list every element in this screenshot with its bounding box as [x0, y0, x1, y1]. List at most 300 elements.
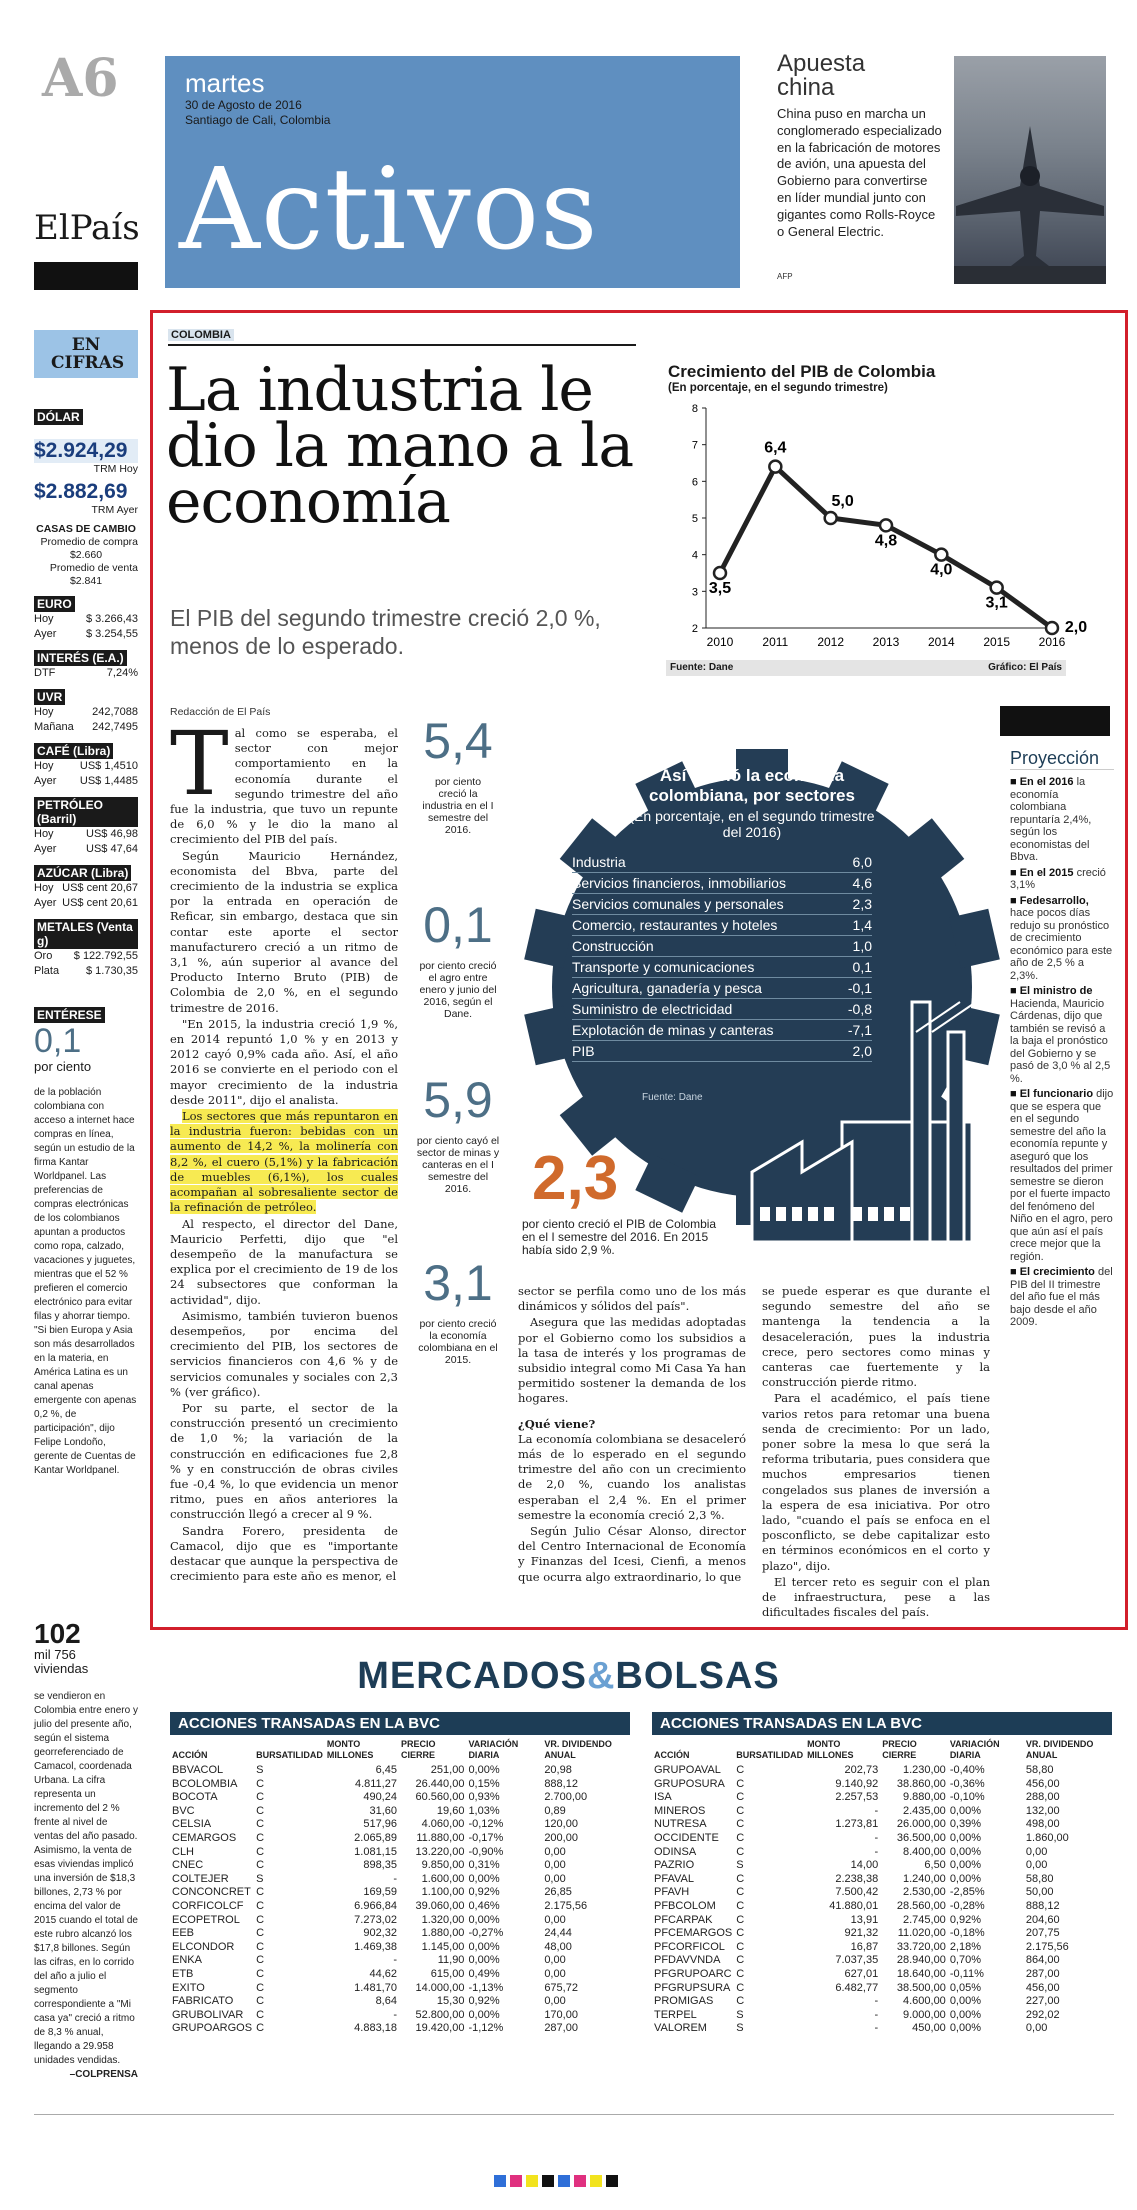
table-cell: 7.500,42 — [835, 1886, 879, 1899]
table-cell: 0,00% — [468, 1913, 500, 1926]
stat-value: 3,1 — [423, 1255, 493, 1311]
color-registration-marks — [494, 2175, 618, 2187]
table-cell: -0,40% — [949, 1764, 985, 1776]
left-column — [34, 406, 138, 1478]
table-cell: C — [256, 1954, 265, 1967]
article-paragraph: Sandra Forero, presidenta de Camacol, dijo que es "importante destacar que aunque la perspectiva de crecimiento para este año es menor, el — [170, 1523, 398, 1584]
table-row — [652, 1982, 1112, 1996]
azucar-label: AZÚCAR (Libra) — [34, 865, 131, 881]
petroleo-row: Hoy US$ 46,98 — [34, 828, 138, 840]
highlighted-paragraph — [170, 1109, 398, 1215]
table-cell: VALOREM — [654, 2022, 707, 2035]
data-label: 3,1 — [985, 594, 1008, 612]
projection-lead: ■ El ministro de — [1010, 985, 1093, 997]
article-paragraph: al como se esperaba, el sector con mejor comportamiento en la economía durante el segundo trimestre del año fue la industria, que tuvo un repunte de 6,0 % y le dio la mano al crecimiento del PIB del país. — [170, 726, 398, 847]
table-cell: CELSIA — [172, 1818, 212, 1831]
stat-desc: por ciento creció el agro entre enero y junio del 2016, según el Dane. — [419, 960, 497, 1020]
table-cell: - — [393, 1872, 397, 1885]
table-cell: S — [256, 1764, 264, 1776]
article-paragraph: Asimismo, también tuvieron buenos desempeños, por encima del crecimiento del PIB, los sectores de servicios financieros con 4,6 % y de servicios comunales y sociales con 2,3 % (ver gráfico). — [170, 1308, 398, 1399]
table-cell: 31,60 — [369, 1804, 397, 1817]
table-cell: 2,18% — [949, 1940, 982, 1953]
table-cell: 0,92% — [949, 1913, 982, 1926]
table-cell: C — [256, 1981, 265, 1994]
trm-hoy-label: TRM Hoy — [93, 463, 138, 475]
x-tick-label: 2012 — [817, 635, 845, 649]
table-row — [170, 1900, 630, 1914]
table-row — [652, 1791, 1112, 1805]
markets-table-title: ACCIONES TRANSADAS EN LA BVC — [652, 1712, 1112, 1735]
article-paragraph: El tercer reto es seguir con el plan de infraestructura, pese a las dificultades fiscales del país. — [762, 1574, 990, 1620]
markets-title — [0, 1655, 1137, 1698]
chart-subtitle: (En porcentaje, en el segundo trimestre) — [668, 382, 888, 394]
table-header-row — [170, 1739, 630, 1764]
sector-name: Servicios comunales y personales — [572, 896, 784, 912]
airplane-icon — [954, 56, 1106, 284]
column-header: PRECIO CIERRE — [882, 1739, 917, 1760]
article-paragraph: Por su parte, el sector de la construcción presentó un crecimiento de 1,0 %; la variación de la construcción en edificaciones fue 2,8 % y en construcción de obras civiles fue -0,4 %, lo que evidencia un menor ritmo, pues en años anteriores la construcción llegó a crecer al 9 %. — [170, 1400, 398, 1522]
table-cell: 227,00 — [1025, 1995, 1060, 2008]
table-cell: C — [736, 1913, 745, 1926]
table-cell: C — [736, 1818, 745, 1831]
column-header: MONTO MILLONES — [326, 1739, 374, 1760]
table-row — [652, 1846, 1112, 1860]
table-cell: 251,00 — [430, 1764, 465, 1776]
data-label: 4,0 — [930, 561, 953, 579]
projection-text: dijo que se espera que en el segundo semestre del año la economía repunte y aseguró que los resultados del primer semestre se dieron por el fuerte impacto del fenómeno del Niño en el agro, pero que aún así el país crece mejor que la región. — [1010, 1088, 1114, 1263]
data-point — [991, 582, 1003, 594]
table-cell: 11.020,00 — [897, 1927, 946, 1940]
table-cell: 0,00% — [949, 1831, 982, 1844]
table-cell: 2.435,00 — [902, 1804, 946, 1817]
sector-value: 0,1 — [852, 959, 872, 975]
table-cell: -0,12% — [468, 1818, 504, 1831]
markets-table-right — [652, 1712, 1112, 2036]
pib-chart — [666, 358, 1088, 684]
table-cell: -0,10% — [949, 1791, 985, 1804]
column-header: VR. DIVIDENDO ANUAL — [544, 1739, 612, 1760]
table-cell: C — [736, 1954, 745, 1967]
uvr-label: UVR — [34, 689, 65, 705]
table-cell: 0,00 — [1025, 2022, 1048, 2035]
dropcap: T — [170, 712, 229, 815]
table-cell: 36.500,00 — [896, 1831, 946, 1844]
stat-desc: por ciento cayó el sector de minas y canteras en el I semestre del 2016. — [416, 1135, 500, 1195]
table-cell: C — [736, 1764, 745, 1776]
table-cell: 1.481,70 — [354, 1981, 397, 1994]
table-cell: 60.560,00 — [415, 1791, 465, 1804]
data-point — [825, 512, 837, 524]
x-tick-label: 2013 — [872, 635, 900, 649]
sector-name: Construcción — [572, 938, 654, 954]
table-cell: 0,00% — [949, 1872, 982, 1885]
table-cell: CORFICOLCF — [172, 1899, 244, 1912]
data-label: 3,5 — [708, 580, 732, 597]
table-row — [170, 1859, 630, 1873]
teaser-title: Apuesta china — [777, 50, 866, 101]
table-cell: 2.065,89 — [354, 1831, 397, 1844]
table-cell: 6.966,84 — [354, 1899, 397, 1912]
table-cell: C — [736, 1967, 745, 1980]
table-cell: C — [736, 1791, 745, 1804]
table-cell: 39.060,00 — [415, 1899, 465, 1912]
azucar-row: Ayer US$ cent 20,61 — [34, 897, 138, 909]
table-cell: 9.000,00 — [902, 2008, 946, 2021]
table-cell: 28.940,00 — [896, 1954, 946, 1967]
table-cell: 2.745,00 — [902, 1913, 946, 1926]
projection-item — [1010, 985, 1114, 1085]
metales-row: Plata $ 1.730,35 — [34, 965, 138, 977]
column-header: BURSATILIDAD — [256, 1750, 323, 1760]
table-cell: - — [874, 1831, 879, 1844]
article-kicker: COLOMBIA — [168, 329, 234, 341]
table-row — [170, 1927, 630, 1941]
table-cell: NUTRESA — [654, 1818, 707, 1831]
table-cell: 11.880,00 — [416, 1831, 465, 1844]
markets-table-left — [170, 1712, 630, 2036]
table-cell: 1.469,38 — [354, 1940, 397, 1953]
stat-desc: por ciento creció la economía colombiana en el 2015. — [418, 1318, 498, 1366]
table-cell: 0,00% — [468, 1764, 500, 1776]
table-cell: 19,60 — [436, 1804, 465, 1817]
article-paragraph: Asegura que las medidas adoptadas por el Gobierno como los subsidios a la tasa de interés y los programas de subsidio integral como Mi Casa Ya han permitido sostener la demanda de los hogares. — [518, 1315, 746, 1406]
table-cell: EXITO — [172, 1981, 205, 1994]
stocks-table — [170, 1739, 630, 2036]
masthead-place: Santiago de Cali, Colombia — [185, 113, 331, 127]
masthead-date: 30 de Agosto de 2016 — [185, 98, 302, 112]
markets-title-b: BOLSAS — [615, 1655, 780, 1697]
y-tick-label: 4 — [691, 549, 698, 562]
viviendas-unit: mil 756 viviendas — [34, 1647, 89, 1676]
gear-table-subtitle: (En porcentaje, en el segundo trimestre del 2016) — [629, 808, 875, 840]
table-cell: 169,59 — [363, 1886, 397, 1899]
gear-table-title: Así creció la economía colombiana, por sectores — [649, 766, 855, 805]
table-cell: C — [256, 1777, 265, 1790]
table-cell: 0,92% — [468, 1995, 500, 2008]
table-cell: 627,01 — [844, 1967, 879, 1980]
table-cell: GRUPOARGOS — [172, 2022, 253, 2035]
table-cell: - — [874, 2008, 879, 2021]
swatch — [606, 2175, 618, 2187]
table-cell: -0,11% — [949, 1967, 984, 1980]
table-cell: 58,80 — [1025, 1872, 1054, 1885]
table-cell: C — [736, 1886, 745, 1899]
x-tick-label: 2016 — [1038, 635, 1066, 649]
photo-credit: AFP — [777, 272, 793, 281]
table-cell: BVC — [172, 1804, 195, 1817]
table-cell: 1.880,00 — [421, 1927, 465, 1940]
euro-row: Ayer $ 3.254,55 — [34, 628, 138, 640]
table-cell: 11,90 — [437, 1954, 465, 1967]
table-row — [170, 1982, 630, 1996]
table-cell: C — [256, 1899, 265, 1912]
viviendas-source: –COLPRENSA — [69, 2069, 138, 2080]
table-cell: 13,91 — [850, 1913, 879, 1926]
table-row — [170, 1873, 630, 1887]
table-row — [170, 1914, 630, 1928]
table-cell: 921,32 — [844, 1927, 879, 1940]
table-cell: 38.500,00 — [896, 1981, 946, 1994]
table-cell: C — [256, 1818, 265, 1831]
trm-ayer-label: TRM Ayer — [91, 504, 138, 516]
table-cell: 675,72 — [544, 1981, 578, 1994]
projection-text: creció 3,1% — [1010, 866, 1106, 891]
article-paragraph: "En 2015, la industria creció 1,9 %, en 2014 repuntó 1,0 % y en 2013 y 2012 cayó 0,9% cada año. Así, el año 2016 se convierte en el periodo con el mayor crecimiento de la industria desde 2011", dijo el analista. — [170, 1016, 398, 1107]
table-cell: 58,80 — [1025, 1764, 1054, 1776]
projection-title: Proyección — [1010, 748, 1114, 770]
table-cell: 33.720,00 — [896, 1940, 946, 1953]
swatch — [510, 2175, 522, 2187]
sector-value: 4,6 — [852, 875, 872, 891]
table-cell: -0,36% — [949, 1777, 985, 1790]
swatch — [574, 2175, 586, 2187]
big-stat-desc: por ciento creció el PIB de Colombia en el I semestre del 2016. En 2015 había sido 2,9 %. — [522, 1217, 717, 1257]
projection-lead: ■ El crecimiento — [1010, 1266, 1098, 1278]
table-cell: C — [256, 1995, 265, 2008]
uvr-row: Mañana 242,7495 — [34, 721, 138, 733]
sector-value: -7,1 — [847, 1022, 872, 1038]
uvr-row: Hoy 242,7088 — [34, 706, 138, 718]
projection-bar — [1000, 706, 1110, 736]
sector-row — [572, 873, 872, 894]
table-cell: 287,00 — [1025, 1967, 1060, 1980]
sector-row — [572, 1020, 872, 1041]
table-row — [652, 1927, 1112, 1941]
sector-value: 1,0 — [852, 938, 872, 954]
table-cell: 0,00% — [949, 2008, 982, 2021]
table-cell: 9.880,00 — [902, 1791, 946, 1804]
table-cell: GRUPOAVAL — [654, 1764, 721, 1776]
table-row — [652, 2022, 1112, 2036]
table-cell: C — [736, 1899, 745, 1912]
sector-row — [572, 999, 872, 1020]
x-tick-label: 2014 — [927, 635, 955, 649]
table-cell: CLH — [172, 1845, 195, 1858]
article-col3 — [762, 1284, 990, 1621]
table-cell: PFBCOLOM — [654, 1899, 716, 1912]
table-cell: 898,35 — [363, 1859, 397, 1872]
table-cell: ECOPETROL — [172, 1913, 240, 1926]
sector-name: Servicios financieros, inmobiliarios — [572, 875, 786, 891]
table-cell: 498,00 — [1025, 1818, 1060, 1831]
en-cifras-box — [34, 330, 138, 378]
table-cell: 0,00 — [544, 1913, 566, 1926]
table-cell: 19.420,00 — [415, 2022, 465, 2035]
table-cell: PFCARPAK — [654, 1913, 713, 1926]
venta-label: Promedio de venta — [49, 562, 138, 574]
table-cell: 16,87 — [850, 1940, 879, 1953]
table-row — [652, 1995, 1112, 2009]
stat-block — [408, 1255, 508, 1366]
table-cell: -0,90% — [468, 1845, 504, 1858]
column-header: PRECIO CIERRE — [400, 1739, 436, 1760]
table-cell: 0,70% — [949, 1954, 982, 1967]
table-cell: 132,00 — [1025, 1804, 1060, 1817]
table-cell: 0,00% — [468, 1954, 500, 1967]
table-cell: - — [393, 2008, 397, 2021]
highlight-text: Los sectores que más repuntaron en la industria fueron: bebidas con un aumento de 14,2 %, la molinería con 8,2 %, el cuero (5,1%) y la fabricación de muebles (6,1%), los cuales acompañan al sobresaliente sector de la refinación de petróleo. — [170, 1109, 398, 1215]
table-row — [652, 2009, 1112, 2023]
cafe-row: Ayer US$ 1,4485 — [34, 775, 138, 787]
table-cell: 204,60 — [1025, 1913, 1060, 1926]
table-cell: PFDAVVNDA — [654, 1954, 721, 1967]
table-cell: 0,00% — [468, 2008, 500, 2021]
projection-text: la economía colombiana repuntaría 2,4%, según los economistas del Bbva. — [1010, 776, 1092, 863]
page-number: A6 — [42, 48, 119, 109]
table-row — [170, 1995, 630, 2009]
table-cell: 50,00 — [1025, 1886, 1054, 1899]
casas-label: CASAS DE CAMBIO — [36, 523, 136, 535]
table-row — [652, 1968, 1112, 1982]
table-cell: 24,44 — [544, 1927, 572, 1940]
projection-text: Hacienda, Mauricio Cárdenas, dijo que también se revisó a la baja el pronóstico del Gobierno y se pasó de 3,0 % al 2,5 %. — [1010, 997, 1111, 1085]
euro-row: Hoy $ 3.266,43 — [34, 613, 138, 625]
table-cell: 0,49% — [468, 1967, 500, 1980]
stat-value: 5,4 — [423, 713, 493, 769]
table-cell: C — [736, 1872, 745, 1885]
table-cell: - — [393, 1954, 397, 1967]
table-cell: 2.700,00 — [544, 1791, 588, 1804]
table-cell: 0,00% — [949, 2022, 982, 2035]
table-cell: TERPEL — [654, 2008, 697, 2021]
table-cell: 0,00 — [1025, 1859, 1048, 1872]
sector-name: Agricultura, ganadería y pesca — [572, 980, 762, 996]
table-cell: ISA — [654, 1791, 672, 1804]
table-cell: 14.000,00 — [415, 1981, 465, 1994]
table-cell: BCOLOMBIA — [172, 1777, 238, 1790]
table-cell: 2.175,56 — [1025, 1940, 1069, 1953]
chart-credit: Gráfico: El País — [988, 662, 1062, 673]
table-cell: 0,00% — [468, 1940, 500, 1953]
table-cell: PFGRUPSURA — [654, 1981, 731, 1994]
big-stat-value: 2,3 — [532, 1144, 619, 1213]
table-cell: 1.081,15 — [354, 1845, 397, 1858]
table-cell: 1.273,81 — [835, 1818, 879, 1831]
table-cell: -2,85% — [949, 1886, 985, 1899]
stat-block — [408, 897, 508, 1020]
column-header: VARIACIÓN DIARIA — [949, 1739, 1000, 1760]
table-cell: PFCORFICOL — [654, 1940, 725, 1953]
table-cell: C — [256, 1927, 265, 1940]
table-cell: 0,00 — [544, 1872, 566, 1885]
table-cell: 2.238,38 — [835, 1872, 879, 1885]
table-cell: 41.880,01 — [829, 1899, 879, 1912]
table-cell: 48,00 — [544, 1940, 572, 1953]
x-tick-label: 2010 — [706, 635, 734, 649]
table-cell: 0,00 — [544, 1845, 566, 1858]
table-cell: 456,00 — [1025, 1981, 1060, 1994]
sector-value: -0,8 — [847, 1001, 872, 1017]
table-row — [652, 1778, 1112, 1792]
sector-row — [572, 915, 872, 936]
sector-name: PIB — [572, 1043, 595, 1059]
table-cell: C — [736, 1831, 745, 1844]
table-cell: 1.600,00 — [421, 1872, 465, 1885]
projection-box — [1010, 748, 1114, 1332]
table-cell: C — [256, 2022, 265, 2035]
table-cell: ENKA — [172, 1954, 202, 1967]
table-cell: C — [256, 1845, 265, 1858]
table-row — [170, 1954, 630, 1968]
table-cell: 0,39% — [949, 1818, 982, 1831]
table-cell: 450,00 — [912, 2022, 946, 2035]
article-headline: La industria le dio la mano a la economía — [166, 355, 634, 537]
table-cell: GRUPOSURA — [654, 1777, 725, 1790]
y-tick-label: 5 — [691, 513, 698, 525]
sector-name: Industria — [572, 854, 626, 870]
table-cell: 52.800,00 — [415, 2008, 465, 2021]
table-cell: -1,13% — [468, 1981, 504, 1994]
table-cell: -1,12% — [468, 2022, 504, 2035]
table-cell: C — [736, 1777, 745, 1790]
table-cell: PFAVH — [654, 1886, 690, 1899]
sector-value: 1,4 — [852, 917, 872, 933]
table-cell: 7.273,02 — [354, 1913, 397, 1926]
table-row — [170, 1778, 630, 1792]
data-point — [935, 549, 947, 561]
article-paragraph: se puede esperar es que durante el segundo semestre del año se mantenga la tendencia a la desaceleración, pues la industria crece, pero sectores como minas y canteras cae fuertemente y la construcción pierde ritmo. — [762, 1284, 990, 1390]
data-point — [880, 519, 892, 531]
table-cell: S — [736, 2022, 744, 2035]
table-cell: PROMIGAS — [654, 1995, 714, 2008]
table-row — [652, 1859, 1112, 1873]
table-cell: C — [256, 2008, 265, 2021]
table-cell: 4.811,27 — [354, 1777, 397, 1790]
data-label: 4,8 — [874, 532, 898, 550]
metales-row: Oro $ 122.792,55 — [34, 950, 138, 962]
table-row — [170, 1791, 630, 1805]
table-cell: 0,00% — [949, 1804, 982, 1817]
table-cell: 288,00 — [1025, 1791, 1060, 1804]
table-cell: -0,27% — [468, 1927, 504, 1940]
data-point — [1046, 622, 1058, 634]
table-cell: 456,00 — [1025, 1777, 1060, 1790]
table-cell: 6,45 — [375, 1764, 397, 1776]
azucar-row: Hoy US$ cent 20,67 — [34, 882, 138, 894]
column-header: VR. DIVIDENDO ANUAL — [1025, 1739, 1094, 1760]
projection-lead: ■ El funcionario — [1010, 1088, 1097, 1100]
table-cell: 1.145,00 — [421, 1940, 465, 1953]
table-cell: EEB — [172, 1927, 195, 1940]
table-cell: - — [874, 1845, 879, 1858]
sector-value: 2,0 — [852, 1043, 872, 1059]
article-paragraph: sector se perfila como uno de los más dinámicos y sólidos del país". — [518, 1284, 746, 1314]
data-label: 6,4 — [764, 439, 787, 457]
sector-table — [572, 852, 872, 1062]
projection-lead: ■ En el 2015 — [1010, 866, 1077, 879]
kicker-rule — [168, 344, 636, 346]
table-cell: OCCIDENTE — [654, 1831, 719, 1844]
section-title: Activos — [179, 145, 599, 275]
y-tick-label: 3 — [691, 586, 698, 599]
dolar-label: DÓLAR — [34, 409, 83, 425]
en-cifras-title: EN CIFRAS — [51, 335, 125, 373]
sector-row — [572, 852, 872, 873]
projection-text: hace pocos días redujo su pronóstico de crecimiento económico para este año de 2,5 % a 2,3%. — [1010, 907, 1113, 982]
projection-item — [1010, 895, 1114, 983]
table-cell: - — [874, 2022, 879, 2035]
table-cell: 2.175,56 — [544, 1899, 588, 1912]
compra-value: $2.660 — [69, 549, 103, 561]
table-cell: -0,18% — [949, 1927, 985, 1940]
table-cell: 170,00 — [544, 2008, 578, 2021]
article-paragraph: La economía colombiana se desaceleró más de lo esperado en el segundo trimestre del año con un crecimiento de 2,0 %, cuando los analistas esperaban el 2,4 %. En el primer semestre la economía creció 2,3 %. — [518, 1431, 746, 1522]
teaser-text: China puso en marcha un conglomerado especializado en la fabricación de motores de avión, una apuesta del Gobierno para convertirse en líder mundial junto con gigantes como Rolls-Royce o General Electric. — [777, 106, 942, 239]
table-cell: 2.530,00 — [902, 1886, 946, 1899]
projection-lead: ■ Fedesarrollo, — [1010, 894, 1089, 907]
data-point — [714, 567, 726, 579]
chart-title: Crecimiento del PIB de Colombia — [668, 362, 936, 381]
